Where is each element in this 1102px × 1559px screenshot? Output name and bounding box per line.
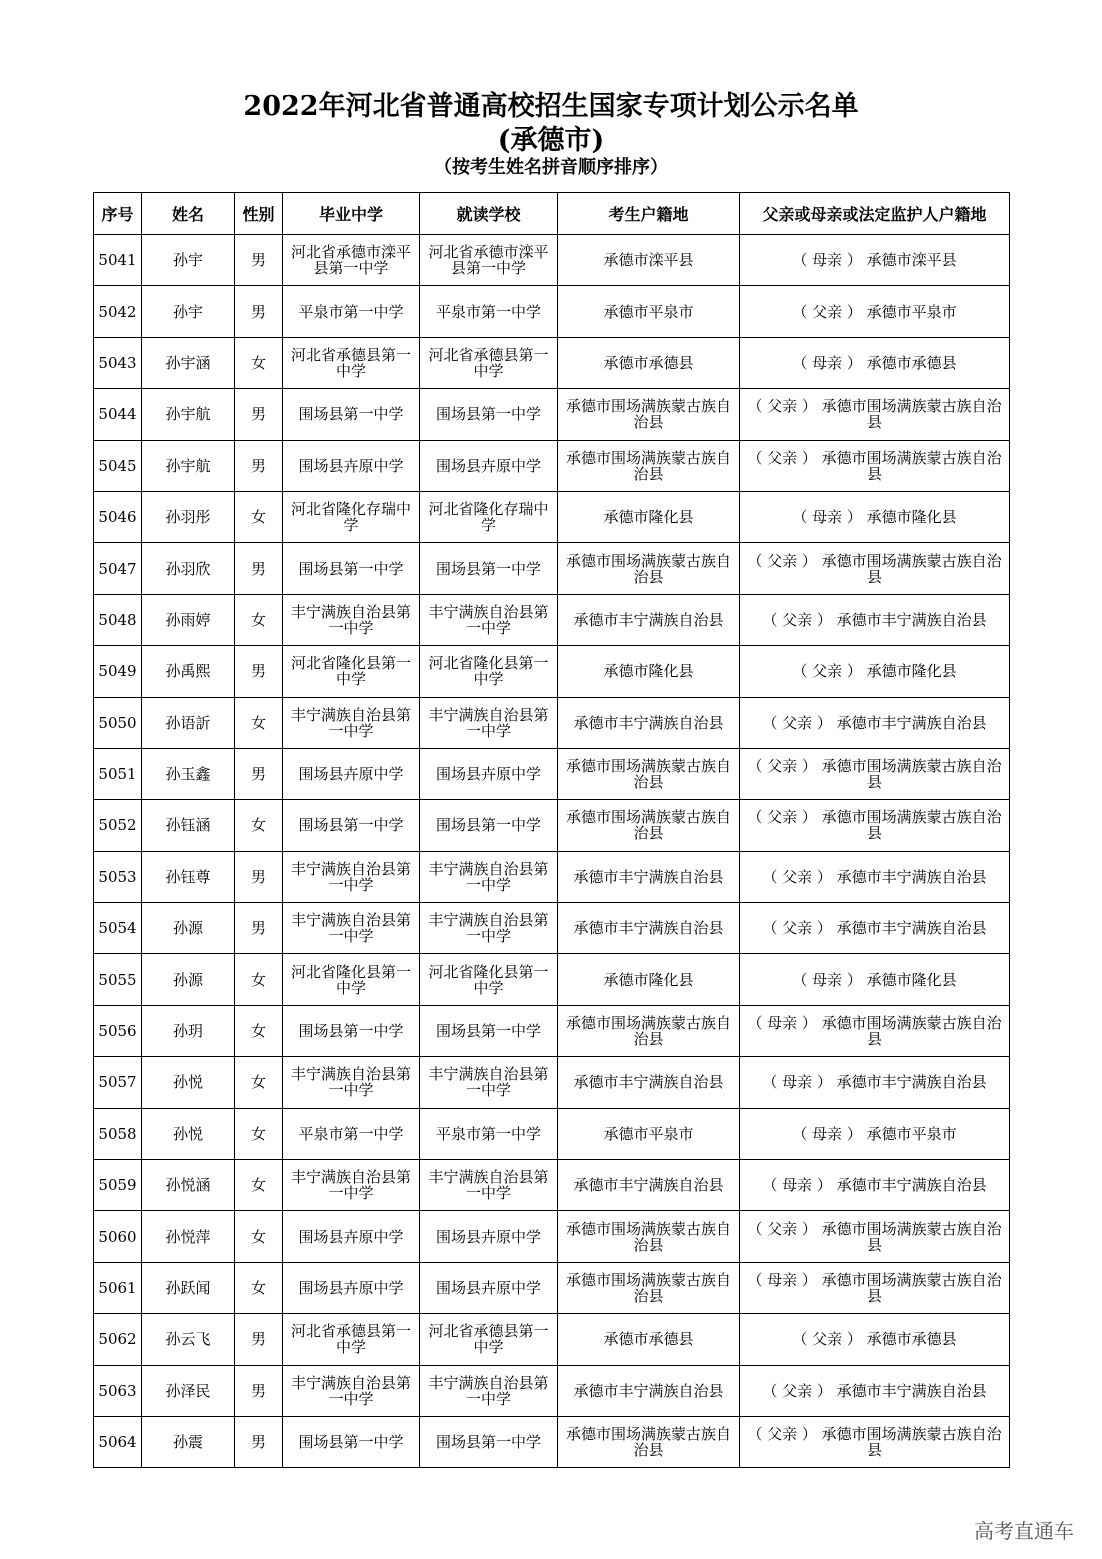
cell-gender: 女 (235, 1108, 283, 1159)
cell-gender: 女 (235, 1057, 283, 1108)
cell-registration: 承德市滦平县 (558, 235, 740, 286)
cell-study-school: 围场县第一中学 (420, 800, 558, 851)
cell-registration: 承德市围场满族蒙古族自治县 (558, 389, 740, 440)
cell-no: 5042 (94, 286, 142, 337)
cell-grad-school: 平泉市第一中学 (283, 286, 420, 337)
cell-study-school: 围场县卉原中学 (420, 748, 558, 799)
cell-name: 孙源 (142, 954, 235, 1005)
cell-grad-school: 河北省承德县第一中学 (283, 1314, 420, 1365)
cell-registration: 承德市丰宁满族自治县 (558, 1160, 740, 1211)
header-gender: 性别 (235, 193, 283, 235)
cell-no: 5060 (94, 1211, 142, 1262)
table-row (94, 1262, 1010, 1313)
cell-name: 孙语訢 (142, 697, 235, 748)
cell-gender: 女 (235, 594, 283, 645)
cell-name: 孙宇航 (142, 440, 235, 491)
cell-study-school: 丰宁满族自治县第一中学 (420, 594, 558, 645)
cell-guardian-registration: （ 父亲 ） 承德市丰宁满族自治县 (740, 851, 1010, 902)
cell-gender: 男 (235, 440, 283, 491)
cell-guardian-registration: （ 父亲 ） 承德市围场满族蒙古族自治县 (740, 800, 1010, 851)
cell-gender: 男 (235, 389, 283, 440)
cell-study-school: 平泉市第一中学 (420, 286, 558, 337)
cell-name: 孙钰涵 (142, 800, 235, 851)
cell-grad-school: 围场县卉原中学 (283, 748, 420, 799)
cell-registration: 承德市平泉市 (558, 286, 740, 337)
table-row (94, 646, 1010, 697)
table-row (94, 1211, 1010, 1262)
cell-grad-school: 围场县卉原中学 (283, 1211, 420, 1262)
document-sort-note: （按考生姓名拼音顺序排序） (434, 157, 668, 178)
cell-study-school: 围场县第一中学 (420, 1416, 558, 1467)
cell-study-school: 丰宁满族自治县第一中学 (420, 1057, 558, 1108)
cell-grad-school: 丰宁满族自治县第一中学 (283, 1057, 420, 1108)
cell-gender: 女 (235, 1211, 283, 1262)
cell-registration: 承德市丰宁满族自治县 (558, 1365, 740, 1416)
cell-gender: 男 (235, 286, 283, 337)
cell-guardian-registration: （ 母亲 ） 承德市丰宁满族自治县 (740, 1160, 1010, 1211)
cell-guardian-registration: （ 父亲 ） 承德市围场满族蒙古族自治县 (740, 543, 1010, 594)
cell-study-school: 河北省隆化存瑞中学 (420, 491, 558, 542)
cell-guardian-registration: （ 母亲 ） 承德市围场满族蒙古族自治县 (740, 1005, 1010, 1056)
cell-no: 5052 (94, 800, 142, 851)
table-row (94, 1160, 1010, 1211)
cell-registration: 承德市围场满族蒙古族自治县 (558, 1416, 740, 1467)
cell-guardian-registration: （ 父亲 ） 承德市围场满族蒙古族自治县 (740, 1211, 1010, 1262)
cell-gender: 男 (235, 646, 283, 697)
cell-grad-school: 丰宁满族自治县第一中学 (283, 851, 420, 902)
cell-guardian-registration: （ 母亲 ） 承德市承德县 (740, 337, 1010, 388)
table-row (94, 697, 1010, 748)
cell-no: 5041 (94, 235, 142, 286)
cell-study-school: 河北省承德县第一中学 (420, 337, 558, 388)
cell-grad-school: 丰宁满族自治县第一中学 (283, 697, 420, 748)
cell-grad-school: 围场县卉原中学 (283, 440, 420, 491)
cell-grad-school: 围场县第一中学 (283, 543, 420, 594)
cell-name: 孙禹熙 (142, 646, 235, 697)
table-row (94, 1416, 1010, 1467)
cell-name: 孙跃闻 (142, 1262, 235, 1313)
cell-name: 孙羽欣 (142, 543, 235, 594)
cell-name: 孙泽民 (142, 1365, 235, 1416)
table-row (94, 1108, 1010, 1159)
table-row (94, 851, 1010, 902)
cell-study-school: 围场县第一中学 (420, 543, 558, 594)
cell-study-school: 围场县卉原中学 (420, 440, 558, 491)
roster-table (93, 192, 1010, 1468)
table-row (94, 1314, 1010, 1365)
cell-grad-school: 平泉市第一中学 (283, 1108, 420, 1159)
cell-guardian-registration: （ 母亲 ） 承德市围场满族蒙古族自治县 (740, 1262, 1010, 1313)
cell-no: 5063 (94, 1365, 142, 1416)
table-row (94, 954, 1010, 1005)
cell-no: 5043 (94, 337, 142, 388)
cell-study-school: 丰宁满族自治县第一中学 (420, 851, 558, 902)
cell-name: 孙云飞 (142, 1314, 235, 1365)
header-grad-school: 毕业中学 (283, 193, 420, 235)
cell-study-school: 河北省承德市滦平县第一中学 (420, 235, 558, 286)
cell-grad-school: 丰宁满族自治县第一中学 (283, 903, 420, 954)
cell-gender: 男 (235, 1416, 283, 1467)
cell-guardian-registration: （ 母亲 ） 承德市滦平县 (740, 235, 1010, 286)
cell-registration: 承德市承德县 (558, 1314, 740, 1365)
cell-study-school: 河北省承德县第一中学 (420, 1314, 558, 1365)
cell-registration: 承德市围场满族蒙古族自治县 (558, 1005, 740, 1056)
cell-guardian-registration: （ 母亲 ） 承德市隆化县 (740, 491, 1010, 542)
table-row (94, 389, 1010, 440)
cell-registration: 承德市丰宁满族自治县 (558, 697, 740, 748)
cell-name: 孙宇 (142, 235, 235, 286)
cell-study-school: 丰宁满族自治县第一中学 (420, 903, 558, 954)
watermark-text: 高考直通车 (974, 1519, 1074, 1543)
cell-study-school: 丰宁满族自治县第一中学 (420, 1160, 558, 1211)
cell-no: 5051 (94, 748, 142, 799)
cell-no: 5047 (94, 543, 142, 594)
cell-name: 孙悦涵 (142, 1160, 235, 1211)
cell-study-school: 丰宁满族自治县第一中学 (420, 697, 558, 748)
cell-registration: 承德市隆化县 (558, 491, 740, 542)
table-body (94, 235, 1010, 1468)
cell-grad-school: 河北省隆化存瑞中学 (283, 491, 420, 542)
cell-grad-school: 丰宁满族自治县第一中学 (283, 594, 420, 645)
table-row (94, 491, 1010, 542)
cell-gender: 男 (235, 235, 283, 286)
cell-no: 5057 (94, 1057, 142, 1108)
cell-registration: 承德市平泉市 (558, 1108, 740, 1159)
cell-guardian-registration: （ 母亲 ） 承德市隆化县 (740, 954, 1010, 1005)
cell-study-school: 围场县卉原中学 (420, 1262, 558, 1313)
cell-name: 孙震 (142, 1416, 235, 1467)
cell-registration: 承德市围场满族蒙古族自治县 (558, 543, 740, 594)
table-row (94, 440, 1010, 491)
cell-grad-school: 河北省承德县第一中学 (283, 337, 420, 388)
cell-grad-school: 河北省承德市滦平县第一中学 (283, 235, 420, 286)
cell-grad-school: 丰宁满族自治县第一中学 (283, 1160, 420, 1211)
cell-study-school: 丰宁满族自治县第一中学 (420, 1365, 558, 1416)
cell-registration: 承德市丰宁满族自治县 (558, 851, 740, 902)
cell-guardian-registration: （ 父亲 ） 承德市围场满族蒙古族自治县 (740, 389, 1010, 440)
cell-gender: 女 (235, 1005, 283, 1056)
cell-guardian-registration: （ 父亲 ） 承德市承德县 (740, 1314, 1010, 1365)
header-guardian-registration: 父亲或母亲或法定监护人户籍地 (740, 193, 1010, 235)
cell-name: 孙悦 (142, 1108, 235, 1159)
table-row (94, 1057, 1010, 1108)
cell-study-school: 平泉市第一中学 (420, 1108, 558, 1159)
cell-registration: 承德市丰宁满族自治县 (558, 594, 740, 645)
cell-guardian-registration: （ 父亲 ） 承德市平泉市 (740, 286, 1010, 337)
cell-gender: 女 (235, 1160, 283, 1211)
cell-grad-school: 围场县第一中学 (283, 800, 420, 851)
cell-registration: 承德市围场满族蒙古族自治县 (558, 1211, 740, 1262)
cell-study-school: 围场县第一中学 (420, 1005, 558, 1056)
cell-registration: 承德市隆化县 (558, 646, 740, 697)
table-row (94, 286, 1010, 337)
table-row (94, 235, 1010, 286)
cell-no: 5054 (94, 903, 142, 954)
cell-name: 孙雨婷 (142, 594, 235, 645)
cell-guardian-registration: （ 父亲 ） 承德市丰宁满族自治县 (740, 903, 1010, 954)
cell-no: 5049 (94, 646, 142, 697)
cell-name: 孙羽彤 (142, 491, 235, 542)
table-row (94, 1005, 1010, 1056)
cell-gender: 男 (235, 1314, 283, 1365)
cell-name: 孙宇航 (142, 389, 235, 440)
cell-name: 孙玥 (142, 1005, 235, 1056)
cell-no: 5053 (94, 851, 142, 902)
cell-no: 5062 (94, 1314, 142, 1365)
cell-name: 孙宇涵 (142, 337, 235, 388)
cell-no: 5059 (94, 1160, 142, 1211)
cell-name: 孙宇 (142, 286, 235, 337)
cell-registration: 承德市围场满族蒙古族自治县 (558, 440, 740, 491)
cell-guardian-registration: （ 母亲 ） 承德市平泉市 (740, 1108, 1010, 1159)
cell-registration: 承德市承德县 (558, 337, 740, 388)
cell-gender: 女 (235, 491, 283, 542)
cell-no: 5061 (94, 1262, 142, 1313)
cell-gender: 男 (235, 851, 283, 902)
cell-no: 5046 (94, 491, 142, 542)
cell-gender: 男 (235, 748, 283, 799)
cell-gender: 男 (235, 543, 283, 594)
cell-gender: 女 (235, 697, 283, 748)
table-header-row (94, 193, 1010, 235)
cell-name: 孙悦萍 (142, 1211, 235, 1262)
cell-registration: 承德市隆化县 (558, 954, 740, 1005)
cell-grad-school: 丰宁满族自治县第一中学 (283, 1365, 420, 1416)
cell-name: 孙源 (142, 903, 235, 954)
cell-study-school: 河北省隆化县第一中学 (420, 646, 558, 697)
document-title: 2022年河北省普通高校招生国家专项计划公示名单 (243, 91, 859, 122)
cell-registration: 承德市围场满族蒙古族自治县 (558, 748, 740, 799)
cell-no: 5064 (94, 1416, 142, 1467)
table-row (94, 543, 1010, 594)
cell-guardian-registration: （ 父亲 ） 承德市围场满族蒙古族自治县 (740, 748, 1010, 799)
cell-registration: 承德市丰宁满族自治县 (558, 1057, 740, 1108)
cell-name: 孙悦 (142, 1057, 235, 1108)
header-no: 序号 (94, 193, 142, 235)
cell-gender: 男 (235, 903, 283, 954)
cell-grad-school: 围场县卉原中学 (283, 1262, 420, 1313)
header-name: 姓名 (142, 193, 235, 235)
cell-gender: 男 (235, 1365, 283, 1416)
table-row (94, 1365, 1010, 1416)
table-row (94, 594, 1010, 645)
cell-gender: 女 (235, 1262, 283, 1313)
cell-no: 5058 (94, 1108, 142, 1159)
cell-guardian-registration: （ 父亲 ） 承德市丰宁满族自治县 (740, 594, 1010, 645)
cell-no: 5048 (94, 594, 142, 645)
header-registration: 考生户籍地 (558, 193, 740, 235)
cell-study-school: 河北省隆化县第一中学 (420, 954, 558, 1005)
cell-gender: 女 (235, 954, 283, 1005)
cell-guardian-registration: （ 父亲 ） 承德市围场满族蒙古族自治县 (740, 440, 1010, 491)
cell-grad-school: 河北省隆化县第一中学 (283, 646, 420, 697)
table-row (94, 800, 1010, 851)
table-row (94, 903, 1010, 954)
cell-no: 5050 (94, 697, 142, 748)
cell-registration: 承德市围场满族蒙古族自治县 (558, 800, 740, 851)
cell-guardian-registration: （ 父亲 ） 承德市隆化县 (740, 646, 1010, 697)
table-row (94, 337, 1010, 388)
cell-registration: 承德市围场满族蒙古族自治县 (558, 1262, 740, 1313)
cell-grad-school: 围场县第一中学 (283, 389, 420, 440)
cell-guardian-registration: （ 父亲 ） 承德市围场满族蒙古族自治县 (740, 1416, 1010, 1467)
cell-guardian-registration: （ 父亲 ） 承德市丰宁满族自治县 (740, 697, 1010, 748)
cell-no: 5056 (94, 1005, 142, 1056)
cell-gender: 女 (235, 800, 283, 851)
table-row (94, 748, 1010, 799)
cell-registration: 承德市丰宁满族自治县 (558, 903, 740, 954)
cell-name: 孙玉鑫 (142, 748, 235, 799)
cell-no: 5045 (94, 440, 142, 491)
cell-study-school: 围场县卉原中学 (420, 1211, 558, 1262)
cell-name: 孙钰尊 (142, 851, 235, 902)
document-subtitle-city: (承德市) (497, 125, 605, 156)
cell-guardian-registration: （ 母亲 ） 承德市丰宁满族自治县 (740, 1057, 1010, 1108)
cell-grad-school: 围场县第一中学 (283, 1005, 420, 1056)
cell-no: 5044 (94, 389, 142, 440)
cell-grad-school: 河北省隆化县第一中学 (283, 954, 420, 1005)
cell-gender: 女 (235, 337, 283, 388)
cell-no: 5055 (94, 954, 142, 1005)
cell-grad-school: 围场县第一中学 (283, 1416, 420, 1467)
cell-guardian-registration: （ 父亲 ） 承德市丰宁满族自治县 (740, 1365, 1010, 1416)
cell-study-school: 围场县第一中学 (420, 389, 558, 440)
header-study-school: 就读学校 (420, 193, 558, 235)
